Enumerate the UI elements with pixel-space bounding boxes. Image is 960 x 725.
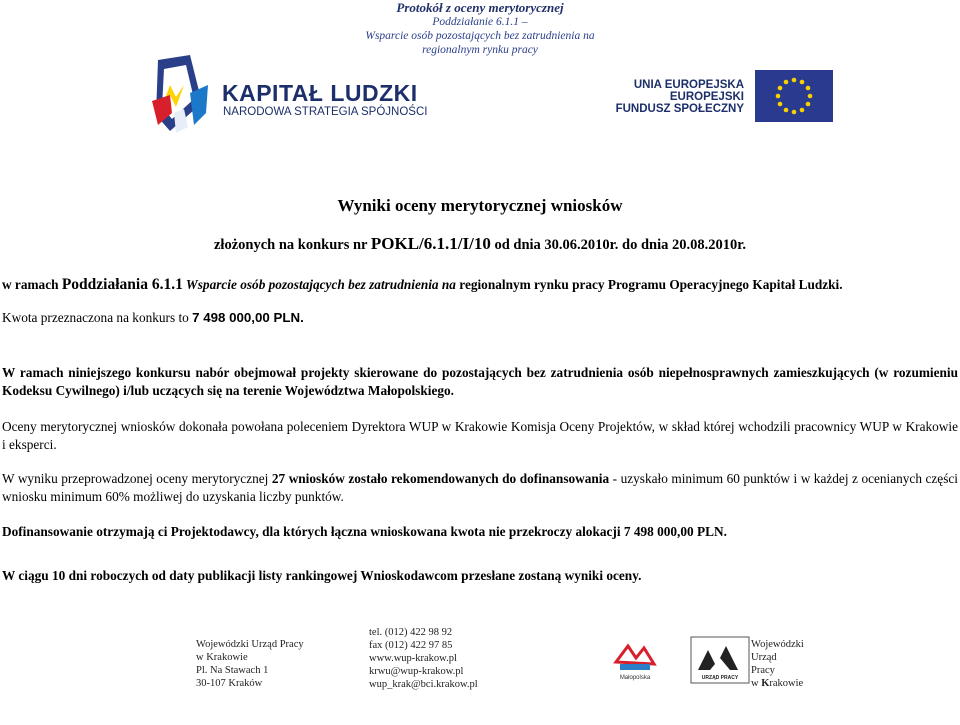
paragraph-commission: Oceny merytorycznej wniosków dokonała powołana poleceniem Dyrektora WUP w Krakowie Komisja Oceny Projektów, w skład której wchodzili pracownicy WUP w Krakowie i eksperci.: [2, 419, 958, 452]
p5-part-a: W wyniku przeprowadzonej oceny merytorycznej: [2, 471, 272, 486]
footer-fax: fax (012) 422 97 85: [369, 640, 453, 651]
header-line-4: regionalnym rynku pracy: [422, 44, 538, 56]
paragraph-scope: W ramach niniejszego konkursu nabór obejmował projekty skierowane do pozostających bez zatrudnienia osób niepełnosprawnych zamieszkujących (w rozumieniu Kodeksu Cywilnego) i/lub uczących się na terenie Województwa Małopolskiego.: [2, 365, 958, 398]
wup-line-3: Pracy: [751, 665, 775, 676]
eu-flag-icon: [755, 70, 833, 122]
footer-email-1[interactable]: krwu@wup-krakow.pl: [369, 666, 464, 677]
header-line-2: Poddziałanie 6.1.1 –: [432, 16, 528, 28]
footer-address-line: 30-107 Kraków: [196, 678, 263, 689]
eu-text-line-1: UNIA EUROPEJSKA: [633, 79, 744, 91]
p1-part-a: w ramach: [2, 277, 62, 292]
wup-line-2: Urząd: [751, 652, 777, 663]
p5-part-c: - uzyskało minimum 60 punktów i w każdej z ocenianych części wniosku minimum 60% możliwej do uzyskania liczby punktów.: [2, 471, 958, 504]
document-title: Wyniki oceny merytorycznej wniosków: [337, 196, 623, 215]
footer-email-2[interactable]: wup_krak@bci.krakow.pl: [369, 679, 478, 690]
malopolska-logo-icon: [610, 640, 660, 682]
wup-line-4: [751, 677, 804, 690]
header-line-3: Wsparcie osób pozostających bez zatrudnienia na: [365, 30, 595, 42]
malopolska-label: Małopolska: [619, 675, 651, 681]
urzad-pracy-label: URZĄD PRACY: [701, 675, 739, 681]
p2-part-a: Kwota przeznaczona na konkurs to: [2, 310, 193, 325]
wup-line-4a: w: [751, 678, 762, 689]
footer-address-line: Wojewódzki Urząd Pracy: [196, 639, 304, 650]
footer-address-line: Pl. Na Stawach 1: [196, 665, 269, 676]
kapital-ludzki-logo-icon: [150, 55, 216, 135]
p1-part-d: regionalnym rynku pracy Programu Operacyjnego Kapitał Ludzki.: [455, 277, 843, 292]
kapital-ludzki-tagline: NARODOWA STRATEGIA SPÓJNOŚCI: [223, 106, 428, 118]
footer-contact: [369, 626, 478, 691]
subtitle-part-c: od dnia 30.06.2010r. do dnia 20.08.2010r.: [490, 237, 746, 253]
p5-part-b: 27 wniosków zostało rekomendowanych do dofinansowania: [271, 471, 610, 486]
footer-address-line: w Krakowie: [196, 652, 248, 663]
p1-part-b: Poddziałania 6.1.1: [61, 276, 183, 293]
p2-part-c: PLN.: [269, 310, 304, 325]
header-line-1: Protokół z oceny merytorycznej: [396, 0, 564, 15]
wup-line-4b: K: [761, 678, 770, 689]
paragraph-measure: [2, 276, 958, 294]
competition-number: POKL/6.1.1/I/10: [370, 234, 491, 253]
paragraph-notification: W ciągu 10 dni roboczych od daty publikacji listy rankingowej Wnioskodawcom przesłane zostaną wyniki oceny.: [2, 568, 642, 583]
footer-wup-logo: [751, 638, 804, 690]
eu-text-line-3: FUNDUSZ SPOŁECZNY: [615, 103, 744, 115]
eu-text-line-2: EUROPEJSKI: [669, 91, 744, 103]
footer-address: [196, 638, 304, 690]
document-subtitle: [0, 234, 960, 254]
allocation-amount: 7 498 000,00: [192, 310, 270, 325]
kapital-ludzki-name: KAPITAŁ LUDZKI: [222, 80, 418, 106]
wup-line-1: Wojewódzki: [751, 639, 804, 650]
paragraph-amount: [2, 309, 958, 327]
footer-website[interactable]: www.wup-krakow.pl: [369, 653, 457, 664]
wup-line-4c: rakowie: [769, 678, 804, 689]
p1-part-c: Wsparcie osób pozostających bez zatrudnienia na: [182, 277, 456, 292]
paragraph-funding: Dofinansowanie otrzymają ci Projektodawcy, dla których łączna wnioskowana kwota nie przekroczy alokacji 7 498 000,00 PLN.: [2, 524, 727, 539]
paragraph-results: [2, 470, 958, 506]
footer-phone: tel. (012) 422 98 92: [369, 627, 453, 638]
urzad-pracy-logo-icon: [690, 636, 750, 684]
subtitle-part-a: złożonych na konkurs nr: [214, 237, 371, 253]
